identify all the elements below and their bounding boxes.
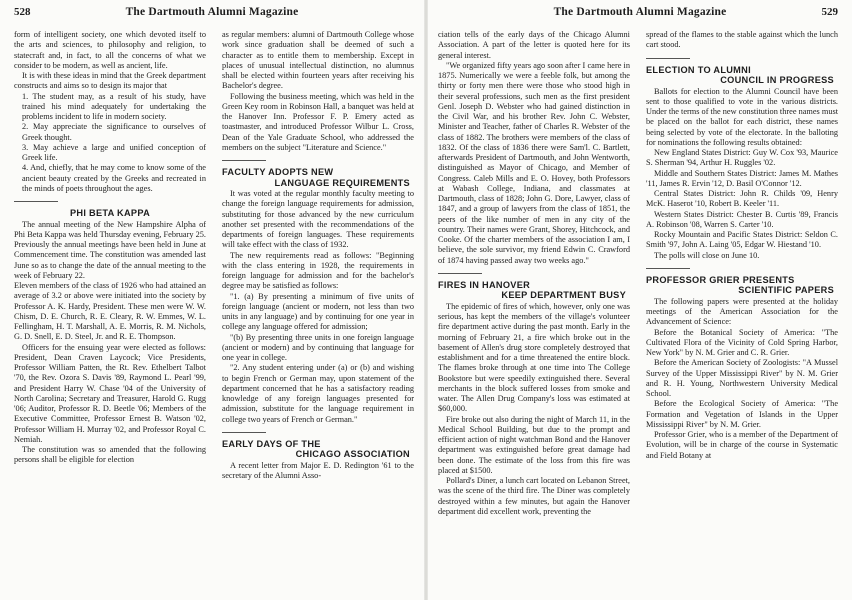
section-divider	[646, 58, 690, 59]
paragraph: "1. (a) By presenting a minimum of five units of foreign language (ancient or modern, not less than two units in any language) and by continuing for one year in college any language offered for admission;	[222, 291, 414, 332]
heading-line-1: FIRES IN HANOVER	[438, 279, 531, 290]
paragraph: Following the business meeting, which was held in the Green Key room in Robinson Hall, a banquet was held at the Hanover Inn. Professor F. P. Emery acted as toastmaster, and introduced Professor Wilbur L. Cross, Dean of the Yale Graduate School, who addressed the members on the subject "Literature and Science."	[222, 91, 414, 152]
district-results: Rocky Mountain and Pacific States District: Seldon C. Smith '97, John A. Laing '05, Edgar W. Hiestand '10.	[646, 230, 838, 250]
paragraph: The annual meeting of the New Hampshire Alpha of Phi Beta Kappa was held Thursday evening, February 25. Previously the annual meetings have been held in June at Commencement time. The constitution was amended last June so as to change the date of the annual meeting to the week of February 22.	[14, 219, 206, 280]
grier-papers-heading	[646, 275, 838, 296]
heading-line-2: LANGUAGE REQUIREMENTS	[274, 177, 410, 188]
paragraph: Before the American Society of Zoologists: "A Mussel Survey of the Upper Mississippi River" by N. M. Grier and R. H. Young, Northwestern University Medical School.	[646, 358, 838, 398]
paragraph: form of intelligent society, one which devoted itself to the arts and sciences, to philosophy and religion, to statecraft and, in fact, to all the concerns of what we consider to be modern, as well as ancient, life.	[14, 30, 206, 70]
left-page-number: 528	[14, 6, 31, 18]
heading-line-1: PROFESSOR GRIER PRESENTS	[646, 274, 795, 285]
heading-line-2: COUNCIL IN PROGRESS	[720, 75, 834, 85]
section-divider	[222, 432, 266, 433]
heading-line-2: KEEP DEPARTMENT BUSY	[501, 290, 626, 301]
district-results: Western States District: Chester B. Curtis '89, Francis A. Robinson '08, Warren S. Carter '10.	[646, 209, 838, 229]
paragraph: Before the Botanical Society of America: "The Cultivated Flora of the Vicinity of Cold Spring Harbor, New York" by N. M. Grier and C. R. Grier.	[646, 327, 838, 357]
paragraph: Officers for the ensuing year were elected as follows: President, Dean Craven Laycock; Vice Presidents, Professor William Patten, the Rt. Rev. Ethelbert Talbot '70, the Rev. Ozora S. Davis '89, Raymond L. Pearl '99, and President Harry W. Chase '04 of the University of North Carolina; Secretary and Treasurer, Harold G. Rugg '06; Auditor, Professor R. D. Beetle '06; Members of the Executive Committee, Professor Ernest B. Watson '02, Professor William H. Murray '02, and Professor Royal C. Nemiah.	[14, 342, 206, 444]
fires-hanover-heading	[438, 280, 630, 301]
paragraph: The constitution was so amended that the following persons shall be eligible for election	[14, 445, 206, 465]
paragraph: Fire broke out also during the night of March 11, in the Medical School Building, but due to the prompt and efficient action of night watchman Bond and the Hanover department was extinguished before great damage had been done. The estimate of the loss from this fire was placed at $1500.	[438, 414, 630, 475]
right-running-head	[428, 4, 852, 24]
paragraph: Professor Grier, who is a member of the Department of Evolution, will be in charge of the course in Systematic and Field Botany at	[646, 430, 838, 460]
list-item: 2. May appreciate the significance to ourselves of Greek thought.	[22, 122, 206, 142]
phi-beta-kappa-heading: PHI BETA KAPPA	[69, 208, 151, 218]
major-points-list	[14, 92, 206, 195]
district-results: New England States District: Guy W. Cox '93, Maurice S. Sherman '94, Arthur H. Ruggles '02.	[646, 148, 838, 168]
paragraph: It is with these ideas in mind that the Greek department constructs and aims so to design its major that	[14, 71, 206, 91]
paragraph: "We organized fifty years ago soon after I came here in 1875. Numerically we were a feeble folk, but among the thirty or forty men there were those who stood high in their several professions, such men as the first president Genl. Joseph D. Webster who had gained distinction in the Civil War, and his brother Rev. John C. Webster, Minister and Teacher, father of Charles R. Webster of the class of 1882. The brothers were members of the class of 1832. Of the class of 1836 there were Sam'l. C. Bartlett, afterwards President of Dartmouth, and John Wentworth, distinguished as Mayor of Chicago, and Member of Congress. Caleb Mills and E. O. Hovey, both Professors at Wabash College, Indiana, and classmates at Dartmouth, class of 1828; John G. Dore, Lawyer, class of 1847, and a group of lawyers from the class of 1851, the peers of the like number of men in any city of the country. Their names were Grant, Shorey, Hitchcock, and Cooke. Of the charter members of the association I am, I believe, the sole survivor, my friend Edwin C. Crawford of 1874 having passed away two weeks ago."	[438, 60, 630, 265]
paragraph: Pollard's Diner, a lunch cart located on Lebanon Street, was the scene of the third fire. The Diner was completely destroyed within a few minutes, but again the Hanover department did excellent work, preventing the	[438, 476, 630, 516]
heading-line-1: EARLY DAYS OF THE	[222, 438, 321, 449]
left-magazine-title: The Dartmouth Alumni Magazine	[125, 6, 299, 18]
paragraph: Eleven members of the class of 1926 who had attained an average of 3.2 or above were initiated into the society by Professor A. K. Hardy, President. These men were W. W. Chism, D. E. Church, R. E. Cleary, R. W. Emmes, W. L. Fellingham, H. T. Marshall, A. E. Morris, R. M. Nichols, G. D. Snell, E. D. Steel, Jr. and R. E. Thompson.	[14, 281, 206, 342]
chicago-association-heading	[222, 439, 414, 460]
paragraph: as regular members: alumni of Dartmouth College whose work since graduation shall be deemed of such a character as to entitle them to membership. Except in places of unusual intellectual distinction, no alumnus shall be elected within fourteen years after receiving his Bachelor's degree.	[222, 30, 414, 91]
right-magazine-title: The Dartmouth Alumni Magazine	[553, 6, 727, 18]
paragraph: The following papers were presented at the holiday meetings of the American Association for the Advancement of Science:	[646, 296, 838, 327]
section-divider	[222, 160, 266, 161]
right-page-number: 529	[821, 6, 838, 18]
section-divider	[646, 268, 690, 269]
right-page	[428, 0, 852, 600]
paragraph: Ballots for election to the Alumni Council have been sent to those qualified to vote in the various districts. Under the terms of the new constitution three names must be placed on the ballot for each district, these names being selected by vote of the electorate. In the balloting for nominations the following results obtained:	[646, 86, 838, 147]
left-running-head	[0, 4, 424, 24]
paragraph: The polls will close on June 10.	[654, 250, 760, 260]
district-results: Middle and Southern States District: James M. Mathes '11, James R. Ervin '12, D. Basil O'Connor '12.	[646, 168, 838, 188]
right-column-1	[438, 30, 630, 517]
paragraph: It was voted at the regular monthly faculty meeting to change the foreign language requirements for admission, substituting for those advanced by the new curriculum another set presented with the recommendations of the departments of foreign languages. These requirements will take effect with the class of 1932.	[222, 189, 414, 250]
paragraph: "2. Any student entering under (a) or (b) and wishing to begin French or German may, upon statement of the department concerned that he has a satisfactory reading knowledge of any foreign languages presented for admission, substitute for the language requirement in college two years of French or German."	[222, 363, 414, 424]
paragraph: The new requirements read as follows: "Beginning with the class entering in 1928, the requirements in foreign language for admission and for the bachelor's degree may be satisfied as follows:	[222, 250, 414, 291]
paragraph: A recent letter from Major E. D. Redington '61 to the secretary of the Alumni Asso-	[222, 460, 414, 480]
heading-line-1: ELECTION TO ALUMNI	[646, 64, 751, 75]
district-results: Central States District: John R. Childs '09, Henry McK. Haserot '10, Robert B. Keeler '11.	[646, 189, 838, 209]
list-item: 1. The student may, as a result of his study, have trained his mind adequately for undertaking the problems incident to life in modern society.	[22, 91, 206, 121]
section-divider	[14, 201, 58, 202]
left-column-1	[14, 30, 206, 466]
heading-line-2: SCIENTIFIC PAPERS	[738, 285, 834, 296]
paragraph: The epidemic of fires of which, however, only one was serious, has kept the members of the village's volunteer fire department active during the past month. Early in the morning of February 21, a fire which broke out in the basement of Allen's drug store completely destroyed that establishment and for a time threatened the entire block. The flames broke through at one time into The College Bookstore but were speedily extinguished there. Several merchants in the block suffered losses from smoke and water. The Allen Drug Company's loss was estimated at $60,000.	[438, 301, 630, 414]
alumni-council-election-heading	[646, 65, 838, 86]
heading-line-1: FACULTY ADOPTS NEW	[222, 167, 334, 177]
heading-line-2: CHICAGO ASSOCIATION	[295, 449, 410, 460]
left-page	[0, 0, 424, 600]
section-divider	[438, 273, 482, 274]
list-item: 4. And, chiefly, that he may come to know some of the ancient beauty created by the Greeks and recreated in the minds of poets throughout the ages.	[22, 163, 206, 193]
paragraph: ciation tells of the early days of the Chicago Alumni Association. A part of the letter is quoted here for its general interest.	[438, 30, 630, 60]
right-column-2	[646, 30, 838, 461]
left-column-2	[222, 30, 414, 481]
paragraph: Before the Ecological Society of America: "The Formation and Vegetation of Islands in the Upper Mississippi River" by N. M. Grier.	[646, 399, 838, 429]
list-item: 3. May achieve a large and unified conception of Greek life.	[22, 142, 206, 162]
paragraph: "(b) By presenting three units in one foreign language (ancient or modern) and by continuing that language for one year in college.	[222, 332, 414, 362]
faculty-language-heading	[222, 167, 414, 188]
paragraph: spread of the flames to the stable against which the lunch cart stood.	[646, 30, 838, 50]
